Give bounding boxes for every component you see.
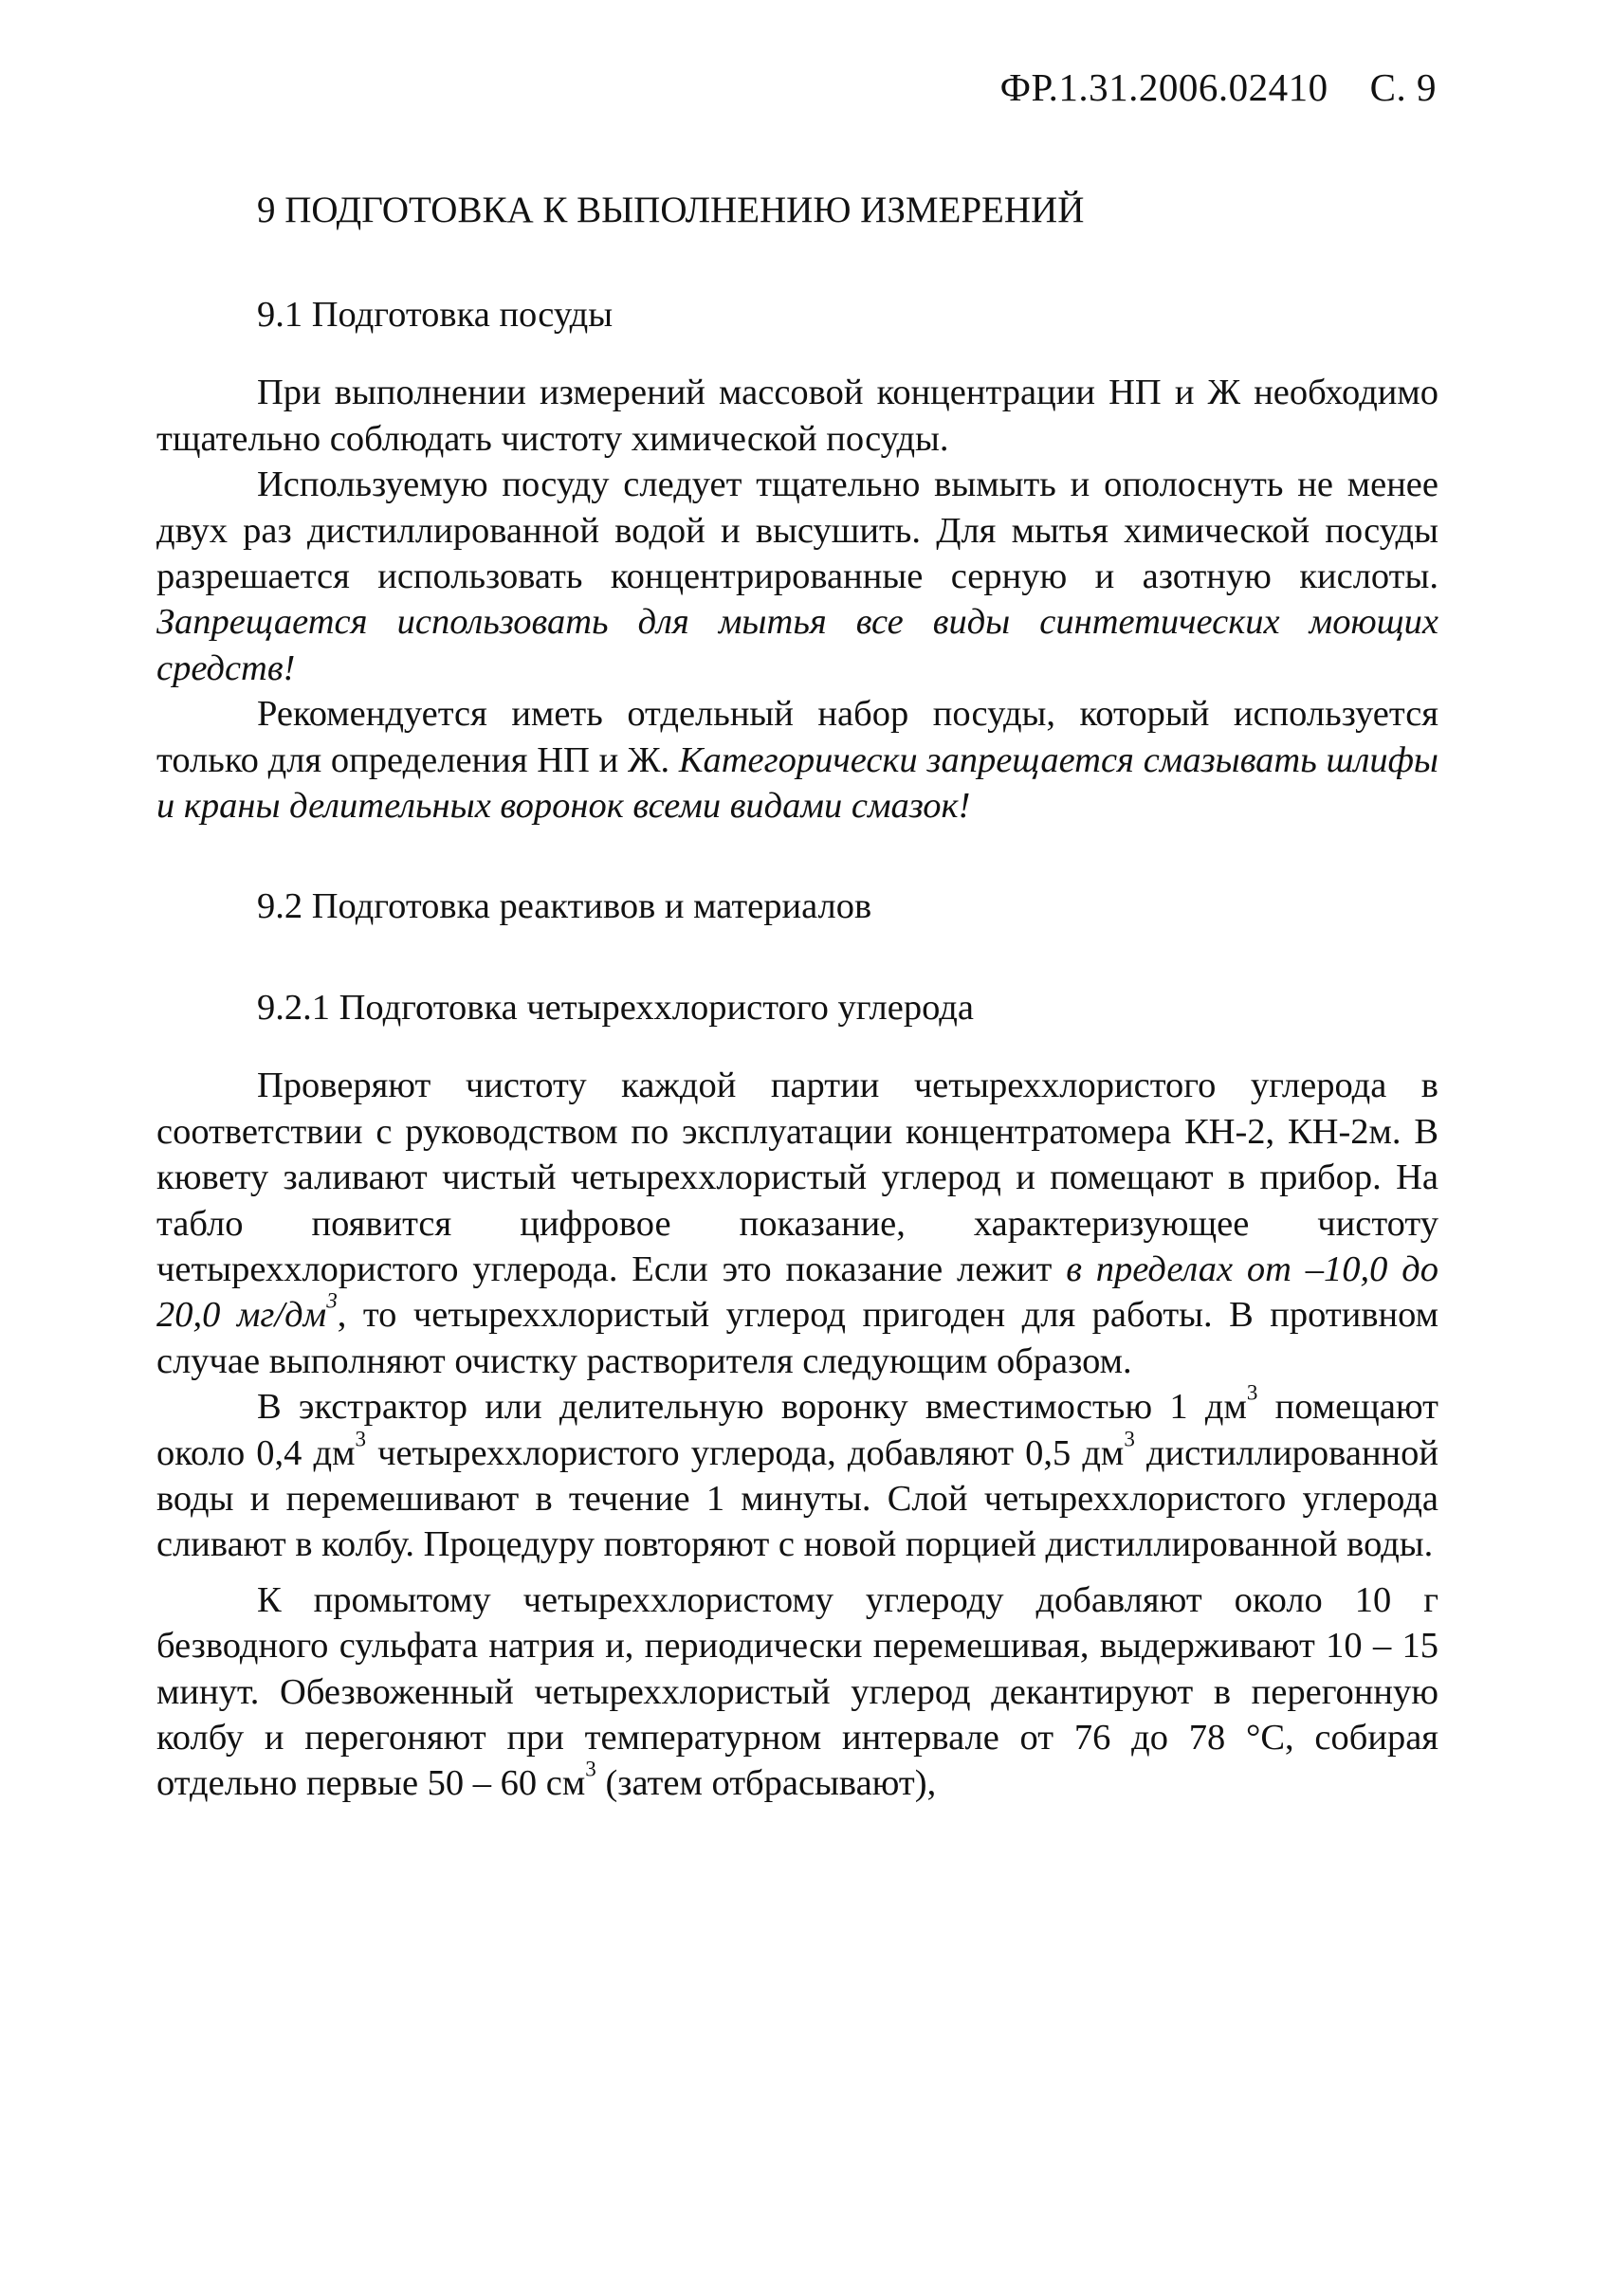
paragraph <box>156 370 1438 462</box>
spacer <box>156 930 1438 985</box>
paragraph <box>156 691 1438 829</box>
page-number: С. 9 <box>1369 65 1437 109</box>
warning-text: Запрещается использовать для мытья все виды синтетических моющих средств! <box>156 602 1438 688</box>
spacer <box>156 1568 1438 1577</box>
superscript: 3 <box>585 1756 596 1781</box>
paragraph-text: Рекомендуется иметь отдельный набор посуды, который используется только для определения НП и Ж. <box>156 694 1438 780</box>
paragraph-text: дистиллированной воды и перемешивают в течение 1 минуты. Слой четыреххлористого углерода сливают в колбу. Процедуру повторяют с новой порцией дистиллированной воды. <box>156 1432 1439 1565</box>
spacer <box>156 829 1438 884</box>
paragraph-text: При выполнении измерений массовой концентрации НП и Ж необходимо тщательно соблюдать чистоту химической посуды. <box>156 373 1438 459</box>
superscript: 3 <box>326 1287 338 1313</box>
document-code: ФР.1.31.2006.02410 <box>999 65 1328 109</box>
warning-text: Категорически запрещается смазывать шлифы и краны делительных воронок всеми видами смазок! <box>156 739 1439 827</box>
spacer <box>156 1030 1438 1063</box>
subsection-heading-9-2: 9.2 Подготовка реактивов и материалов <box>257 886 872 927</box>
superscript: 3 <box>355 1425 366 1450</box>
subsection-heading-9-2-1: 9.2.1 Подготовка четыреххлористого углерода <box>257 987 974 1028</box>
paragraph <box>156 1063 1438 1384</box>
section-title: 9 ПОДГОТОВКА К ВЫПОЛНЕНИЮ ИЗМЕРЕНИЙ <box>257 190 1085 230</box>
paragraph-text: , то четыреххлористый углерод пригоден для работы. В противном случае выполняют очистку растворителя следующим образом. <box>156 1295 1438 1381</box>
paragraph-text: четыреххлористого углерода, добавляют 0,5 дм <box>366 1432 1125 1473</box>
paragraph <box>156 462 1438 691</box>
paragraph-text: К промытому четыреххлористому углероду добавляют около 10 г безводного сульфата натрия и, периодически перемешивая, выдерживают 10 – 15 минут. Обезвоженный четыреххлористый углерод декантируют в перегонную колбу и перегоняют при температурном интервале от 76 до 78 °С, собирая отдельно первые 50 – 60 см <box>156 1579 1438 1804</box>
running-header <box>1000 64 1437 110</box>
subsection-heading-9-1: 9.1 Подготовка посуды <box>257 295 614 335</box>
paragraph-text: (затем отбрасывают), <box>595 1763 937 1804</box>
paragraph <box>156 1577 1438 1807</box>
paragraph-text: помещают около 0,4 дм <box>156 1387 1438 1473</box>
paragraph-text: Используемую посуду следует тщательно вымыть и ополоснуть не менее двух раз дистиллированной водой и высушить. Для мытья химической посуды разрешается использовать концентрированные серную и азотную кислоты. <box>156 465 1438 597</box>
spacer <box>156 337 1438 370</box>
superscript: 3 <box>1124 1425 1135 1450</box>
paragraph-text: В экстрактор или делительную воронку вместимостью 1 дм <box>257 1387 1247 1428</box>
paragraph-text: Проверяют чистоту каждой партии четыреххлористого углерода в соответствии с руководством по эксплуатации концентратомера КН-2, КН-2м. В кювету заливают чистый четыреххлористый углерод и помещают в прибор. На табло появится цифровое показание, характеризующее чистоту четыреххлористого углерода. Если это показание лежит <box>156 1066 1438 1289</box>
paragraph <box>156 1379 1439 1568</box>
range-text: в пределах от –10,0 до 20,0 мг/дм <box>156 1248 1439 1336</box>
document-body <box>156 188 1438 1807</box>
superscript: 3 <box>1246 1379 1258 1405</box>
